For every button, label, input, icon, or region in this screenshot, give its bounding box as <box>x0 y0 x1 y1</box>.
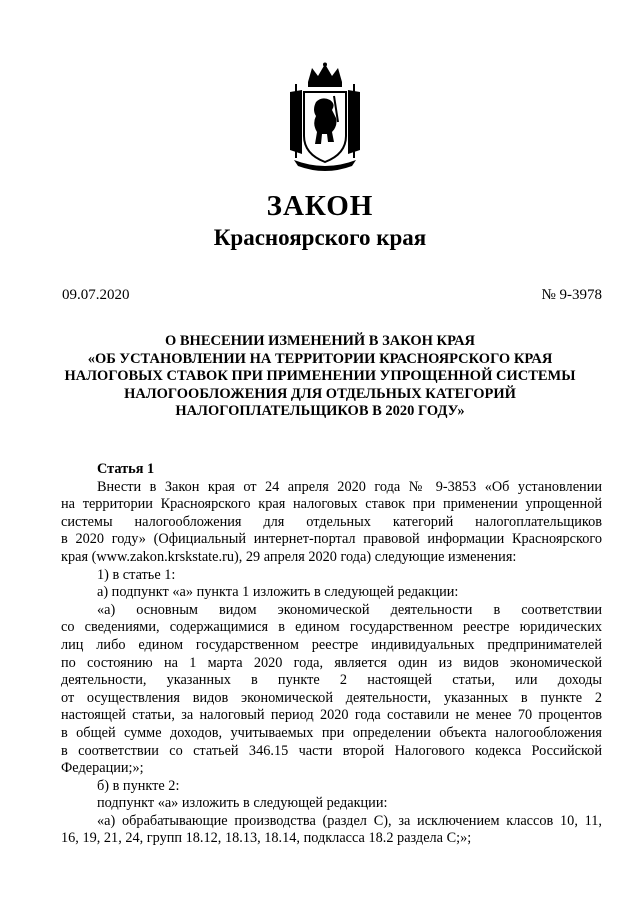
body-line: системы налогообложения для отдельных категорий налогоплательщиков <box>61 513 602 530</box>
body-line: 16, 19, 21, 24, групп 18.12, 18.13, 18.14, подкласса 18.2 раздела C;»; <box>61 830 472 847</box>
body-line: на территории Красноярского края налоговых ставок при применении упрощенной <box>61 496 602 513</box>
coat-of-arms-emblem <box>286 62 364 174</box>
body-line: в 2020 году» (Официальный интернет-портал правовой информации Красноярского <box>61 531 602 548</box>
body-line: «а) основным видом экономической деятельности в соответствии <box>97 601 602 618</box>
body-line: деятельности, указанных в пункте 2 настоящей статьи, или доходы <box>61 672 602 689</box>
body-line: в общей сумме доходов, учитываемых при определении объекта налогообложения <box>61 724 602 741</box>
body-line: лиц либо едином государственном реестре индивидуальных предпринимателей <box>61 636 602 653</box>
body-line: со сведениями, содержащимися в едином государственном реестре юридических <box>61 619 602 636</box>
heading-line: О ВНЕСЕНИИ ИЗМЕНЕНИЙ В ЗАКОН КРАЯ <box>164 333 476 349</box>
body-line: 1) в статье 1: <box>97 566 176 583</box>
law-number: № 9-3978 <box>541 287 602 303</box>
body-line: «а) обрабатывающие производства (раздел C), за исключением классов 10, 11, <box>97 812 602 829</box>
body-line: Внести в Закон края от 24 апреля 2020 года № 9-3853 «Об установлении <box>97 478 602 495</box>
heading-line: НАЛОГОПЛАТЕЛЬЩИКОВ В 2020 ГОДУ» <box>175 403 465 420</box>
law-body <box>61 461 602 848</box>
body-line: от осуществления видов экономической деятельности, указанных в пункте 2 <box>61 689 602 706</box>
heading-line: «ОБ УСТАНОВЛЕНИИ НА ТЕРРИТОРИИ КРАСНОЯРСКОГО КРАЯ <box>87 350 553 367</box>
body-line: а) подпункт «а» пункта 1 изложить в следующей редакции: <box>97 584 459 601</box>
body-line: Федерации;»; <box>61 760 144 777</box>
law-heading <box>40 333 600 421</box>
body-line: в соответствии со статьей 346.15 части второй Налогового кодекса Российской <box>61 742 602 759</box>
body-line: подпункт «а» изложить в следующей редакции: <box>97 795 388 812</box>
body-line: настоящей статьи, за налоговый период 2020 года составили не менее 70 процентов <box>61 707 602 724</box>
body-line: по состоянию на 1 марта 2020 года, является один из видов экономической <box>61 654 602 671</box>
body-line: края (www.zakon.krskstate.ru), 29 апреля 2020 года) следующие изменения: <box>61 548 517 565</box>
article-title: Статья 1 <box>97 461 155 477</box>
law-title: ЗАКОН <box>266 190 374 222</box>
region-title: Красноярского края <box>213 225 427 250</box>
heading-line: НАЛОГООБЛОЖЕНИЯ ДЛЯ ОТДЕЛЬНЫХ КАТЕГОРИЙ <box>124 385 516 402</box>
heading-line: НАЛОГОВЫХ СТАВОК ПРИ ПРИМЕНЕНИИ УПРОЩЕННОЙ СИСТЕМЫ <box>64 368 576 385</box>
law-date: 09.07.2020 <box>62 287 130 303</box>
body-line: б) в пункте 2: <box>97 777 180 794</box>
